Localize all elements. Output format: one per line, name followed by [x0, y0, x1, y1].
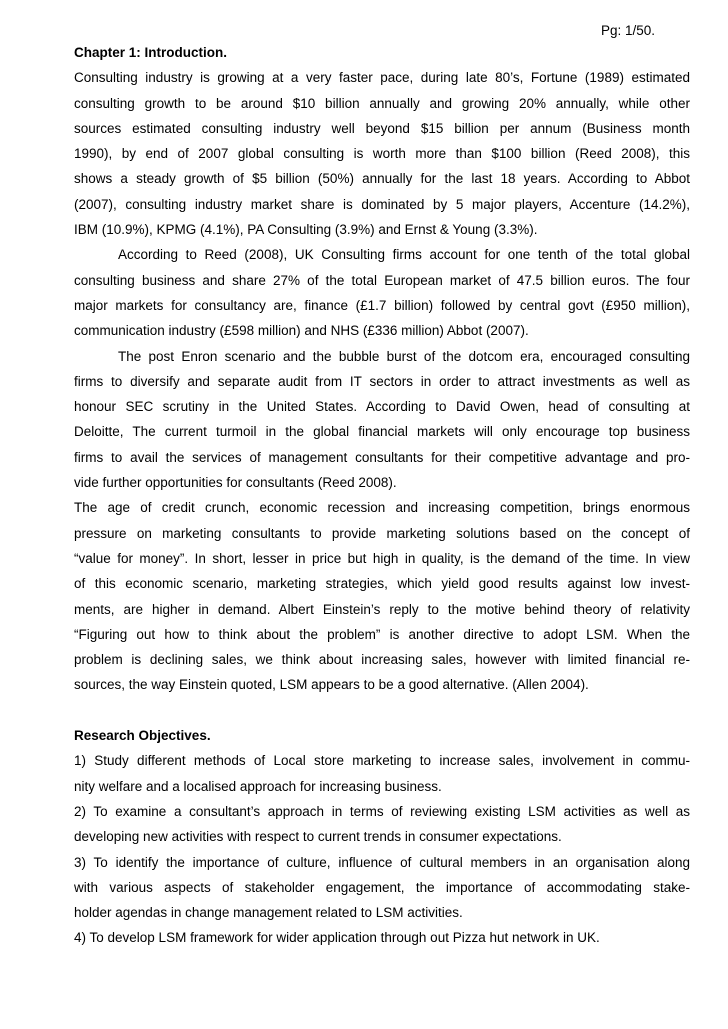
objective-line: 3) To identify the importance of culture, influence of cultural members in an organisation along: [74, 854, 690, 870]
paragraph-line: Deloitte, The current turmoil in the global financial markets will only encourage top business: [74, 424, 690, 440]
paragraph-line: consulting business and share 27% of the total European market of 47.5 billion euros. The four: [74, 272, 690, 288]
objective-line: 4) To develop LSM framework for wider application through out Pizza hut network in UK.: [74, 930, 600, 946]
objectives-heading: Research Objectives.: [74, 728, 211, 744]
paragraph-line: Consulting industry is growing at a very faster pace, during late 80’s, Fortune (1989) estimated: [74, 70, 690, 86]
paragraph-line: ments, are higher in demand. Albert Einstein’s reply to the motive behind theory of relativity: [74, 601, 690, 617]
paragraph-line: sources estimated consulting industry well beyond $15 billion per annum (Business month: [74, 120, 690, 136]
intro-paragraph: [74, 65, 690, 242]
objectives-list: [74, 748, 690, 950]
paragraph-line: firms to diversify and separate audit from IT sectors in order to attract investments as well as: [74, 373, 690, 389]
paragraph-line: honour SEC scrutiny in the United States. According to David Owen, head of consulting at: [74, 399, 690, 415]
chapter-heading: Chapter 1: Introduction.: [74, 45, 227, 60]
objective-line: with various aspects of stakeholder engagement, the importance of accommodating stake-: [74, 879, 690, 895]
objective-line: nity welfare and a localised approach for increasing business.: [74, 778, 442, 794]
paragraph-line: “Figuring out how to think about the problem” is another directive to adopt LSM. When the: [74, 626, 690, 642]
paragraph-line: IBM (10.9%), KPMG (4.1%), PA Consulting (3.9%) and Ernst & Young (3.3%).: [74, 222, 538, 238]
paragraph-line: The age of credit crunch, economic recession and increasing competition, brings enormous: [74, 500, 690, 516]
paragraph-spacer: [74, 698, 690, 723]
objective-line: 2) To examine a consultant’s approach in terms of reviewing existing LSM activities as well as: [74, 803, 690, 819]
paragraph-line: 1990), by end of 2007 global consulting is worth more than $100 billion (Reed 2008), this: [74, 146, 690, 162]
paragraph-line: According to Reed (2008), UK Consulting firms account for one tenth of the total global: [118, 247, 690, 263]
paragraph-line: firms to avail the services of management consultants for their competitive advantage and pro-: [74, 449, 690, 465]
paragraph-line: “value for money”. In short, lesser in price but high in quality, is the demand of the time. In view: [74, 550, 690, 566]
paragraph-line: of this economic scenario, marketing strategies, which yield good results against low invest-: [74, 576, 690, 592]
paragraph-line: pressure on marketing consultants to provide marketing solutions based on the concept of: [74, 525, 690, 541]
paragraph-line: (2007), consulting industry market share is dominated by 5 major players, Accenture (14.2%),: [74, 196, 690, 212]
enron-paragraph: [74, 344, 690, 496]
objective-line: holder agendas in change management related to LSM activities.: [74, 905, 463, 921]
page-number: Pg: 1/50.: [601, 23, 656, 38]
paragraph-line: communication industry (£598 million) and NHS (£336 million) Abbot (2007).: [74, 323, 529, 339]
paragraph-line: sources, the way Einstein quoted, LSM appears to be a good alternative. (Allen 2004).: [74, 677, 589, 693]
paragraph-line: vide further opportunities for consultants (Reed 2008).: [74, 475, 397, 491]
document-body: [74, 40, 690, 951]
paragraph-line: consulting growth to be around $10 billion annually and growing 20% annually, while other: [74, 95, 690, 111]
paragraph-line: major markets for consultancy are, finance (£1.7 billion) followed by central govt (£950 million),: [74, 297, 690, 313]
credit-crunch-paragraph: [74, 495, 690, 697]
objective-line: 1) Study different methods of Local store marketing to increase sales, involvement in commu-: [74, 753, 690, 769]
reed-paragraph: [74, 242, 690, 343]
objective-line: developing new activities with respect to current trends in consumer expectations.: [74, 829, 562, 845]
paragraph-line: The post Enron scenario and the bubble burst of the dotcom era, encouraged consulting: [118, 348, 690, 364]
paragraph-line: shows a steady growth of $5 billion (50%) annually for the last 18 years. According to Abbot: [74, 171, 690, 187]
paragraph-line: problem is declining sales, we think about increasing sales, however with limited financial re-: [74, 652, 690, 668]
